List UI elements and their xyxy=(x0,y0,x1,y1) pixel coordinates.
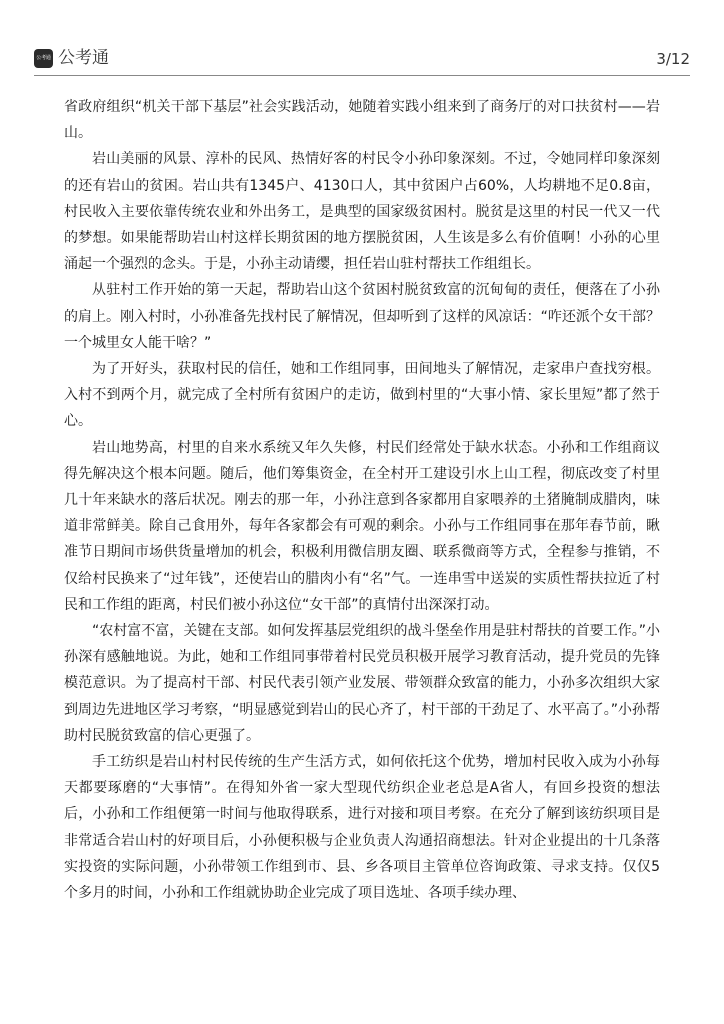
logo-icon: 公考通 xyxy=(34,49,53,68)
page-number: 3/12 xyxy=(656,50,690,68)
document-body xyxy=(64,94,660,906)
paragraph: “农村富不富，关键在支部。如何发挥基层党组织的战斗堡垒作用是驻村帮扶的首要工作。”小孙深有感触地说。为此，她和工作组同事带着村民党员积极开展学习教育活动，提升党员的先锋模范意识。为了提高村干部、村民代表引领产业发展、带领群众致富的能力，小孙多次组织大家到周边先进地区学习考察，“明显感觉到岩山的民心齐了，村干部的干劲足了、水平高了。”小孙帮助村民脱贫致富的信心更强了。 xyxy=(64,623,660,744)
brand-logo xyxy=(34,48,109,68)
paragraph: 岩山地势高，村里的自来水系统又年久失修，村民们经常处于缺水状态。小孙和工作组商议得先解决这个根本问题。随后，他们筹集资金，在全村开工建设引水上山工程，彻底改变了村里几十年来缺水的落后状况。刚去的那一年，小孙注意到各家都用自家喂养的土猪腌制成腊肉，味道非常鲜美。除自己食用外，每年各家都会有可观的剩余。小孙与工作组同事在那年春节前，瞅准节日期间市场供货量增加的机会，积极利用微信朋友圈、联系微商等方式，全程参与推销，不仅给村民换来了“过年钱”，还使岩山的腊肉小有“名”气。一连串雪中送炭的实质性帮扶拉近了村民和工作组的距离，村民们被小孙这位“女干部”的真情付出深深打动。 xyxy=(64,439,660,613)
page-header xyxy=(0,0,724,80)
paragraph: 从驻村工作开始的第一天起，帮助岩山这个贫困村脱贫致富的沉甸甸的责任，便落在了小孙的肩上。刚入村时，小孙准备先找村民了解情况，但却听到了这样的风凉话：“咋还派个女干部？一个城里女人能干啥？” xyxy=(64,282,660,351)
paragraph: 手工纺织是岩山村村民传统的生产生活方式，如何依托这个优势，增加村民收入成为小孙每天都要琢磨的“大事情”。在得知外省一家大型现代纺织企业老总是A省人，有回乡投资的想法后，小孙和工作组便第一时间与他取得联系，进行对接和项目考察。在充分了解到该纺织项目是非常适合岩山村的好项目后，小孙便积极与企业负责人沟通招商想法。针对企业提出的十几条落实投资的实际问题，小孙带领工作组到市、县、乡各项目主管单位咨询政策、寻求支持。仅仅5个多月的时间，小孙和工作组就协助企业完成了项目选址、各项手续办理、 xyxy=(64,754,660,902)
paragraph: 为了开好头，获取村民的信任，她和工作组同事，田间地头了解情况，走家串户查找穷根。入村不到两个月，就完成了全村所有贫困户的走访，做到村里的“大事小情、家长里短”都了然于心。 xyxy=(64,361,660,430)
header-divider xyxy=(34,75,690,76)
paragraph-continued: 省政府组织“机关干部下基层”社会实践活动，她随着实践小组来到了商务厅的对口扶贫村——岩山。 xyxy=(64,99,660,142)
paragraph: 岩山美丽的风景、淳朴的民风、热情好客的村民令小孙印象深刻。不过，令她同样印象深刻的还有岩山的贫困。岩山共有1345户、4130口人，其中贫困户占60%，人均耕地不足0.8亩，村民收入主要依靠传统农业和外出务工，是典型的国家级贫困村。脱贫是这里的村民一代又一代的梦想。如果能帮助岩山村这样长期贫困的地方摆脱贫困，人生该是多么有价值啊！小孙的心里涌起一个强烈的念头。于是，小孙主动请缨，担任岩山驻村帮扶工作组组长。 xyxy=(64,151,660,273)
brand-name: 公考通 xyxy=(58,48,109,68)
